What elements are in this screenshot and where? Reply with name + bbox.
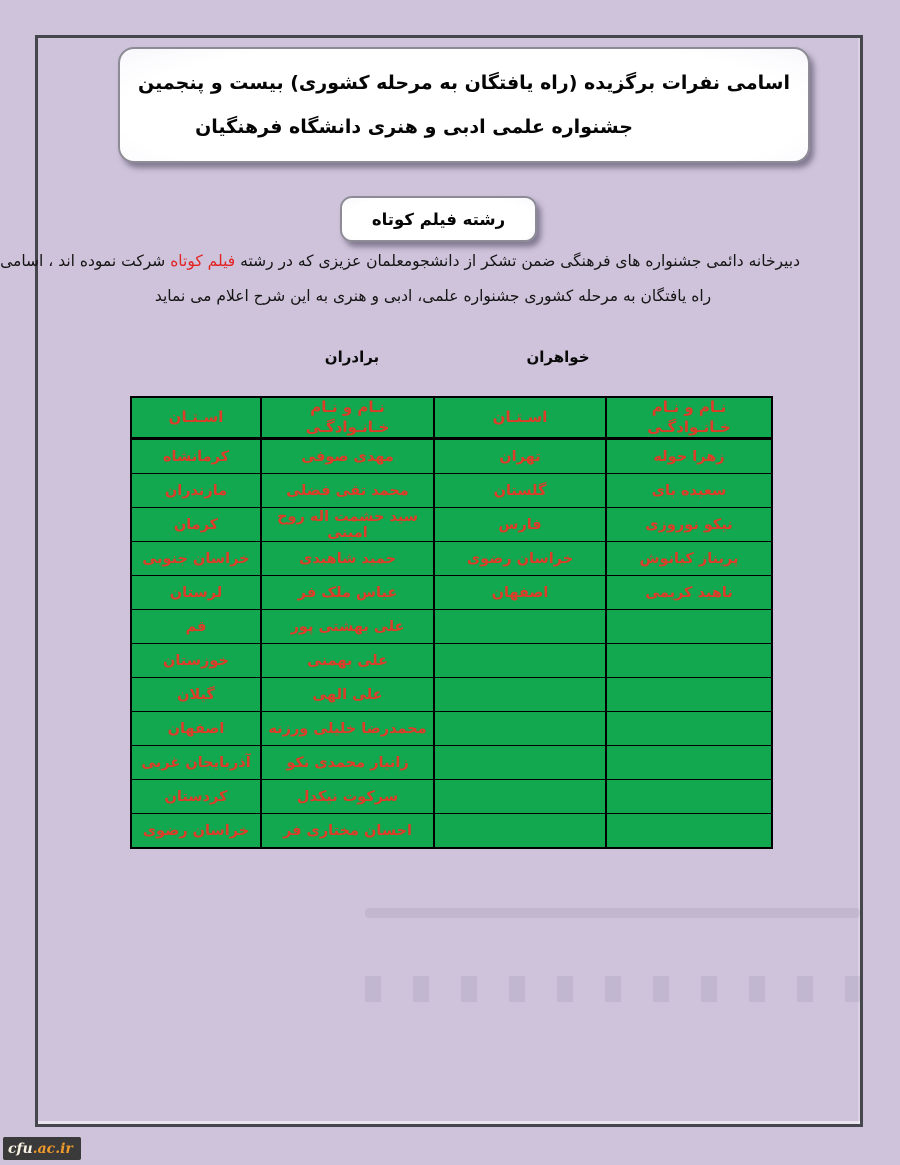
table-header-row (131, 397, 772, 439)
sister-name-cell: پریناز کیانوش (606, 542, 772, 576)
brother-name-cell: محمدرضا خلیلی ورزنه (261, 712, 434, 746)
brother-name-cell: سید حشمت اله روح امینی (261, 508, 434, 542)
sister-name-cell: زهرا حوله (606, 439, 772, 474)
scan-artifact-squares (365, 976, 860, 1002)
brother-name-cell: علی الهی (261, 678, 434, 712)
col-header-text: خـانـوادگـی (647, 417, 731, 436)
sister-province-cell (434, 678, 606, 712)
sister-name-cell: سعیده بای (606, 474, 772, 508)
table-row (131, 814, 772, 849)
table-row (131, 439, 772, 474)
table-row (131, 678, 772, 712)
sister-province-cell (434, 644, 606, 678)
table-row (131, 644, 772, 678)
brother-province-cell: آذربایجان غربی (131, 746, 261, 780)
col-header-text: نـام و نـام (651, 398, 727, 416)
brother-province-cell: خوزستان (131, 644, 261, 678)
table-row (131, 712, 772, 746)
brother-name-cell: حمید شاهبدی (261, 542, 434, 576)
sister-province-cell (434, 780, 606, 814)
page-title-line2: جشنواره علمی ادبی و هنری دانشگاه فرهنگیان (195, 116, 633, 138)
brother-province-cell: خراسان جنوبی (131, 542, 261, 576)
col-header-text: اسـتـان (492, 407, 548, 426)
brother-name-cell: مهدی صوفی (261, 439, 434, 474)
sister-province-cell (434, 814, 606, 849)
sister-name-cell: نیکو نوروزی (606, 508, 772, 542)
brother-name-cell: سرکوت نیکدل (261, 780, 434, 814)
sister-province-cell (434, 712, 606, 746)
sister-name-cell: ناهید کریمی (606, 576, 772, 610)
page-title-line1: اسامی نفرات برگزیده (راه یافتگان به مرحله کشوری) بیست و پنجمین (138, 72, 790, 94)
scan-artifact-bar (365, 908, 860, 918)
sister-province-cell: اصفهان (434, 576, 606, 610)
title-box (118, 47, 810, 163)
brother-name-cell: علی بهشتی پور (261, 610, 434, 644)
sister-name-cell (606, 746, 772, 780)
label-sisters: خواهران (526, 348, 590, 366)
col-header-brothers-province (131, 397, 261, 439)
table-row (131, 542, 772, 576)
brother-name-cell: عباس ملک فر (261, 576, 434, 610)
intro-line2: راه یافتگان به مرحله کشوری جشنواره علمی، ادبی و هنری به این شرح اعلام می نماید (154, 287, 712, 305)
brother-province-cell: خراسان رضوی (131, 814, 261, 849)
brother-name-cell: زانیار محمدی نکو (261, 746, 434, 780)
cfu-logo[interactable] (3, 1137, 81, 1160)
table-row (131, 610, 772, 644)
brother-name-cell: احسان مختاری فر (261, 814, 434, 849)
col-header-brothers-name (261, 397, 434, 439)
category-highlight-text: فیلم کوتاه (170, 252, 236, 270)
brother-province-cell: گیلان (131, 678, 261, 712)
brother-name-cell: علی بهمنی (261, 644, 434, 678)
sister-name-cell (606, 610, 772, 644)
col-header-text: خـانـوادگـی (305, 417, 390, 436)
intro-paragraph (0, 252, 800, 305)
brother-province-cell: مازندران (131, 474, 261, 508)
brother-province-cell: لرستان (131, 576, 261, 610)
table-row (131, 576, 772, 610)
sister-name-cell (606, 644, 772, 678)
table-row (131, 474, 772, 508)
sister-name-cell (606, 780, 772, 814)
category-badge-label: رشته فیلم کوتاه (371, 209, 506, 229)
brother-province-cell: کردستان (131, 780, 261, 814)
sister-province-cell (434, 746, 606, 780)
sister-province-cell: فارس (434, 508, 606, 542)
brother-name-cell: محمد تقی فضلی (261, 474, 434, 508)
col-header-sisters-name (606, 397, 772, 439)
intro-text-before: دبیرخانه دائمی جشنواره های فرهنگی ضمن تشکر از دانشجومعلمان عزیزی که در رشته (235, 252, 800, 270)
sister-province-cell: تهران (434, 439, 606, 474)
intro-text-after: شرکت نموده اند ، اسامی (0, 252, 171, 270)
sister-province-cell (434, 610, 606, 644)
col-header-text: نـام و نـام (310, 398, 385, 416)
sister-province-cell: خراسان رضوی (434, 542, 606, 576)
intro-line1 (0, 252, 800, 270)
table-row (131, 780, 772, 814)
category-badge (340, 196, 537, 242)
brother-province-cell: قم (131, 610, 261, 644)
brother-province-cell: کرمانشاه (131, 439, 261, 474)
sister-name-cell (606, 814, 772, 849)
label-brothers: برادران (324, 348, 380, 366)
table-row (131, 508, 772, 542)
results-table (130, 396, 773, 849)
table-row (131, 746, 772, 780)
sister-name-cell (606, 678, 772, 712)
sister-province-cell: گلستان (434, 474, 606, 508)
col-header-text: اسـتـان (168, 407, 224, 426)
col-header-sisters-province (434, 397, 606, 439)
brother-province-cell: اصفهان (131, 712, 261, 746)
sister-name-cell (606, 712, 772, 746)
brother-province-cell: کرمان (131, 508, 261, 542)
logo-text-domain: .ac.ir (32, 1140, 73, 1157)
logo-text-cfu: cfu (8, 1140, 33, 1157)
